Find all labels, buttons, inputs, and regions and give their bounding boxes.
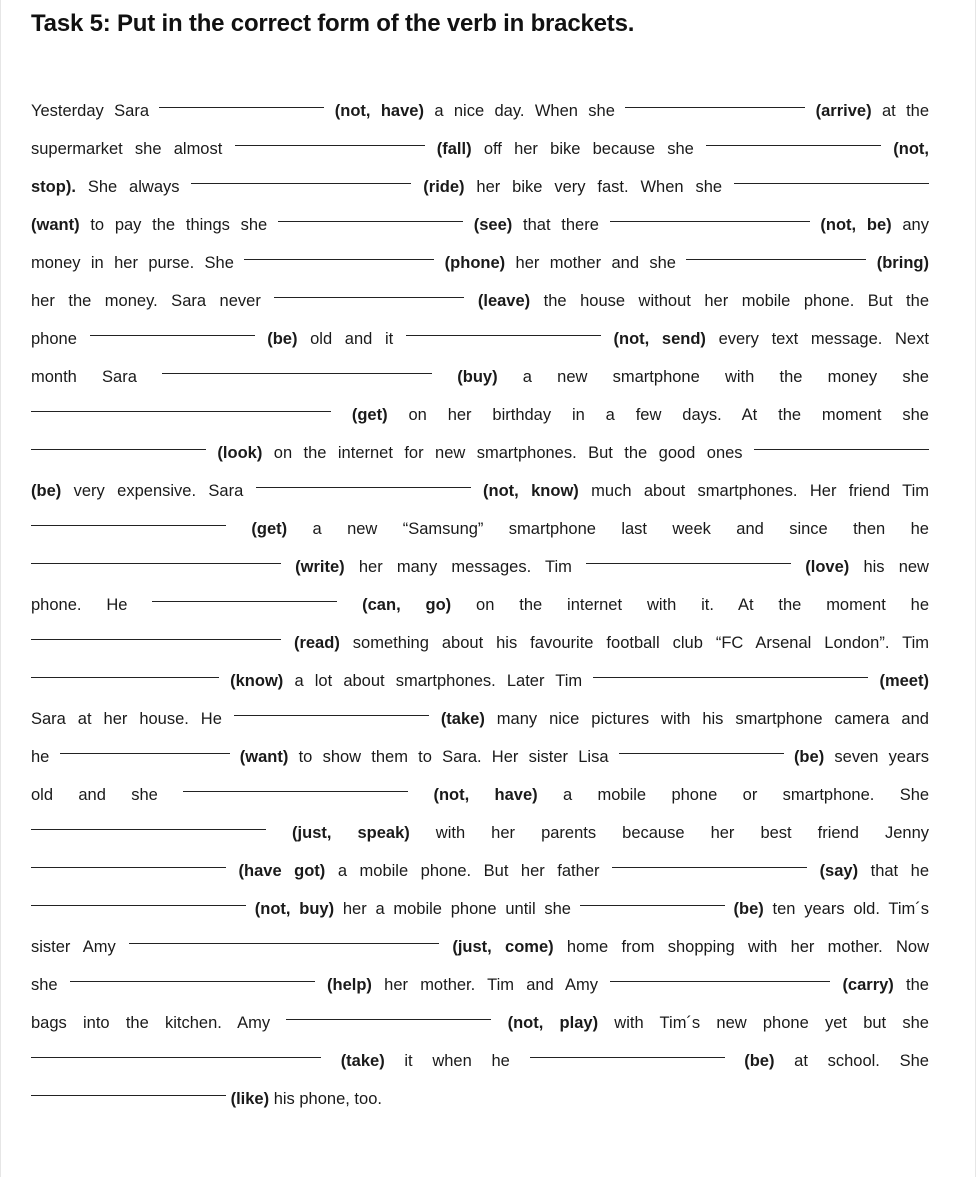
sentence-text: her many messages. Tim [358,558,572,576]
sentence-text: week [672,520,711,538]
verb-prompt: (write) [295,558,345,576]
sentence-text: parents [541,824,597,842]
sentence-text: a lot about smartphones. Later Tim [294,672,583,690]
exercise-line [31,130,929,168]
sentence-text: the [779,368,803,386]
verb-prompt: (carry) [842,976,894,994]
exercise-line [31,358,929,396]
sentence-text: on [408,406,427,424]
sentence-text: seven years [834,748,929,766]
answer-blank[interactable] [286,1019,491,1020]
exercise-line [31,434,929,472]
answer-blank[interactable] [244,259,434,260]
sentence-text: the [125,1014,149,1032]
sentence-text: smartphone [612,368,700,386]
verb-prompt: (know) [230,672,284,690]
verb-prompt: (ride) [423,178,465,196]
verb-prompt: (buy) [457,368,498,386]
answer-blank[interactable] [31,449,206,450]
answer-blank[interactable] [625,107,805,108]
answer-blank[interactable] [31,525,226,526]
sentence-text: the [906,976,929,994]
verb-prompt: (not, send) [613,330,706,348]
answer-blank[interactable] [235,145,425,146]
sentence-text: she [131,786,158,804]
answer-blank[interactable] [162,373,432,374]
exercise-line [31,396,929,434]
answer-blank[interactable] [586,563,791,564]
exercise-line [31,738,929,776]
verb-prompt: (not, be) [820,216,892,234]
verb-prompt: (help) [327,976,372,994]
exercise-line [31,510,929,548]
sentence-text: She [899,786,930,804]
answer-blank[interactable] [183,791,408,792]
verb-prompt: (arrive) [815,102,872,120]
sentence-text: he [910,596,930,614]
sentence-text: a [312,520,322,538]
sentence-text: kitchen. [164,1014,222,1032]
sentence-text: it. [701,596,714,614]
verb-prompt: (be) [267,330,298,348]
answer-blank[interactable] [31,867,226,868]
sentence-text: many nice pictures with his smartphone camera and [496,710,929,728]
verb-prompt: have) [494,786,538,804]
sentence-text: At [741,406,758,424]
sentence-text: or [742,786,758,804]
answer-blank[interactable] [734,183,929,184]
sentence-text: into [83,1014,110,1032]
verb-prompt: (love) [805,558,850,576]
exercise-text [31,92,929,1118]
sentence-text: a [522,368,532,386]
answer-blank[interactable] [60,753,230,754]
answer-blank[interactable] [152,601,337,602]
answer-blank[interactable] [31,1057,321,1058]
sentence-text: mobile [597,786,647,804]
exercise-line [31,852,929,890]
verb-prompt: (not, have) [334,102,424,120]
sentence-text: she [902,368,929,386]
sentence-text: her mother. Tim and Amy [384,976,599,994]
answer-blank[interactable] [686,259,866,260]
answer-blank[interactable] [706,145,881,146]
sentence-text: very expensive. Sara [73,482,244,500]
verb-prompt: (be) [793,748,825,766]
verb-prompt: (see) [473,216,513,234]
verb-prompt: (read) [293,634,340,652]
sentence-text: her [447,406,472,424]
verb-prompt: (get) [251,520,288,538]
sentence-text: money in her purse. She [31,254,234,272]
sentence-text: month [31,368,77,386]
sentence-text: with [646,596,677,614]
sentence-text: his phone, too. [273,1090,382,1108]
sentence-text: on [476,596,495,614]
verb-prompt: (bring) [876,254,929,272]
sentence-text: the [519,596,543,614]
sentence-text: then [853,520,886,538]
sentence-text: off her bike because she [483,140,694,158]
sentence-text: the [778,596,802,614]
sentence-text: her bike very fast. When she [476,178,723,196]
sentence-text: much about smartphones. Her friend Tim [591,482,930,500]
answer-blank[interactable] [612,867,807,868]
sentence-text: Sara [102,368,137,386]
sentence-text: Sara at her house. He [31,710,222,728]
sentence-text: bags [31,1014,67,1032]
sentence-text: any [902,216,929,234]
exercise-line [31,548,929,586]
answer-blank[interactable] [234,715,429,716]
sentence-text: She always [87,178,180,196]
exercise-line [31,1080,929,1118]
sentence-text: old [31,786,54,804]
exercise-line [31,966,929,1004]
verb-prompt: (have got) [238,862,326,880]
exercise-line [31,700,929,738]
sentence-text: phone [671,786,718,804]
answer-blank[interactable] [593,677,868,678]
sentence-text: Yesterday Sara [31,102,149,120]
answer-blank[interactable] [31,905,246,906]
exercise-line [31,1004,929,1042]
exercise-line [31,244,929,282]
sentence-text: every text message. Next [718,330,929,348]
exercise-line [31,206,929,244]
exercise-line [31,1042,929,1080]
sentence-text: it [404,1052,413,1070]
answer-blank[interactable] [619,753,784,754]
verb-prompt: (like) [230,1090,270,1108]
sentence-text: new [557,368,588,386]
answer-blank[interactable] [191,183,411,184]
sentence-text: on the internet for new smartphones. But the good ones [273,444,743,462]
sentence-text: because [622,824,685,842]
sentence-text: friend [817,824,859,842]
sentence-text: he [910,520,929,538]
sentence-text: school. [827,1052,880,1070]
verb-prompt: (not, play) [507,1014,599,1032]
verb-prompt: (meet) [879,672,929,690]
sentence-text: the house without her mobile phone. But the [543,292,929,310]
sentence-text: since [789,520,828,538]
sentence-text: best [760,824,792,842]
sentence-text: moment [821,406,882,424]
verb-prompt: (not, know) [483,482,579,500]
sentence-text: with Tim´s new phone yet but she [614,1014,929,1032]
sentence-text: to pay the things she [90,216,268,234]
sentence-text: He [106,596,128,614]
answer-blank[interactable] [610,981,830,982]
sentence-text: supermarket she almost [31,140,223,158]
answer-blank[interactable] [129,943,439,944]
sentence-text: in [571,406,585,424]
answer-blank[interactable] [31,411,331,412]
sentence-text: with [435,824,466,842]
verb-prompt: stop). [31,178,76,196]
sentence-text: he [31,748,50,766]
answer-blank[interactable] [256,487,471,488]
answer-blank[interactable] [159,107,324,108]
exercise-line [31,586,929,624]
sentence-text: sister Amy [31,938,116,956]
sentence-text: her mother and she [515,254,676,272]
verb-prompt: (want) [31,216,80,234]
verb-prompt: (take) [440,710,485,728]
sentence-text: something about his favourite football club “FC Arsenal London”. Tim [352,634,929,652]
verb-prompt: (fall) [436,140,472,158]
answer-blank[interactable] [278,221,463,222]
sentence-text: her the money. Sara never [31,292,261,310]
sentence-text: last [621,520,647,538]
sentence-text: her [710,824,735,842]
answer-blank[interactable] [754,449,929,450]
verb-prompt: (be) [733,900,764,918]
verb-prompt: (look) [217,444,263,462]
sentence-text: he [491,1052,510,1070]
sentence-text: her [491,824,516,842]
task-title: Task 5: Put in the correct form of the verb in brackets. [31,10,635,37]
exercise-line [31,320,929,358]
answer-blank[interactable] [31,639,281,640]
verb-prompt: (just, [292,824,332,842]
answer-blank[interactable] [406,335,601,336]
verb-prompt: (phone) [444,254,506,272]
sentence-text: ten years old. Tim´s [772,900,930,918]
verb-prompt: (not, [433,786,470,804]
sentence-text: home from shopping with her mother. Now [566,938,929,956]
verb-prompt: (be) [31,482,62,500]
exercise-line [31,472,929,510]
answer-blank[interactable] [31,677,219,678]
verb-prompt: (not, [893,140,929,158]
verb-prompt: (can, go) [362,596,452,614]
answer-blank[interactable] [580,905,725,906]
exercise-line [31,168,929,206]
answer-blank[interactable] [31,563,281,564]
sentence-text: She [899,1052,929,1070]
sentence-text: new [347,520,378,538]
sentence-text: a nice day. When she [434,102,615,120]
sentence-text: phone [31,330,77,348]
exercise-line [31,776,929,814]
exercise-line [31,662,929,700]
sentence-text: a [605,406,615,424]
verb-prompt: (get) [351,406,388,424]
sentence-text: that there [523,216,599,234]
sentence-text: she [902,406,929,424]
sentence-text: money [827,368,878,386]
sentence-text: to show them to Sara. Her sister Lisa [298,748,609,766]
answer-blank[interactable] [90,335,255,336]
exercise-line [31,890,929,928]
sentence-text: at [794,1052,808,1070]
verb-prompt: speak) [357,824,410,842]
exercise-line [31,92,929,130]
sentence-text: At [737,596,754,614]
sentence-text: the [778,406,802,424]
sentence-text: and [78,786,106,804]
exercise-line [31,624,929,662]
verb-prompt: (not, buy) [254,900,335,918]
exercise-line [31,282,929,320]
sentence-text: that he [870,862,930,880]
sentence-text: internet [567,596,623,614]
verb-prompt: (be) [744,1052,775,1070]
answer-blank[interactable] [610,221,810,222]
sentence-text: birthday [492,406,552,424]
sentence-text: moment [826,596,886,614]
sentence-text: phone. [31,596,82,614]
sentence-text: “Samsung” [402,520,484,538]
sentence-text: and [736,520,764,538]
answer-blank[interactable] [274,297,464,298]
sentence-text: smartphone [508,520,596,538]
answer-blank[interactable] [530,1057,725,1058]
sentence-text: at the [881,102,930,120]
sentence-text: she [31,976,58,994]
verb-prompt: (want) [239,748,289,766]
exercise-line [31,928,929,966]
sentence-text: few [635,406,662,424]
sentence-text: smartphone. [782,786,875,804]
verb-prompt: (take) [340,1052,385,1070]
verb-prompt: (leave) [477,292,531,310]
sentence-text: Amy [237,1014,271,1032]
sentence-text: her a mobile phone until she [342,900,571,918]
verb-prompt: (just, come) [452,938,554,956]
verb-prompt: (say) [819,862,859,880]
sentence-text: a [562,786,573,804]
answer-blank[interactable] [31,829,266,830]
sentence-text: with [724,368,755,386]
sentence-text: Jenny [884,824,930,842]
sentence-text: his new [863,558,929,576]
answer-blank[interactable] [70,981,315,982]
answer-blank[interactable] [31,1095,226,1096]
sentence-text: when [432,1052,472,1070]
exercise-line [31,814,929,852]
sentence-text: old and it [310,330,394,348]
sentence-text: days. [682,406,722,424]
sentence-text: a mobile phone. But her father [337,862,600,880]
